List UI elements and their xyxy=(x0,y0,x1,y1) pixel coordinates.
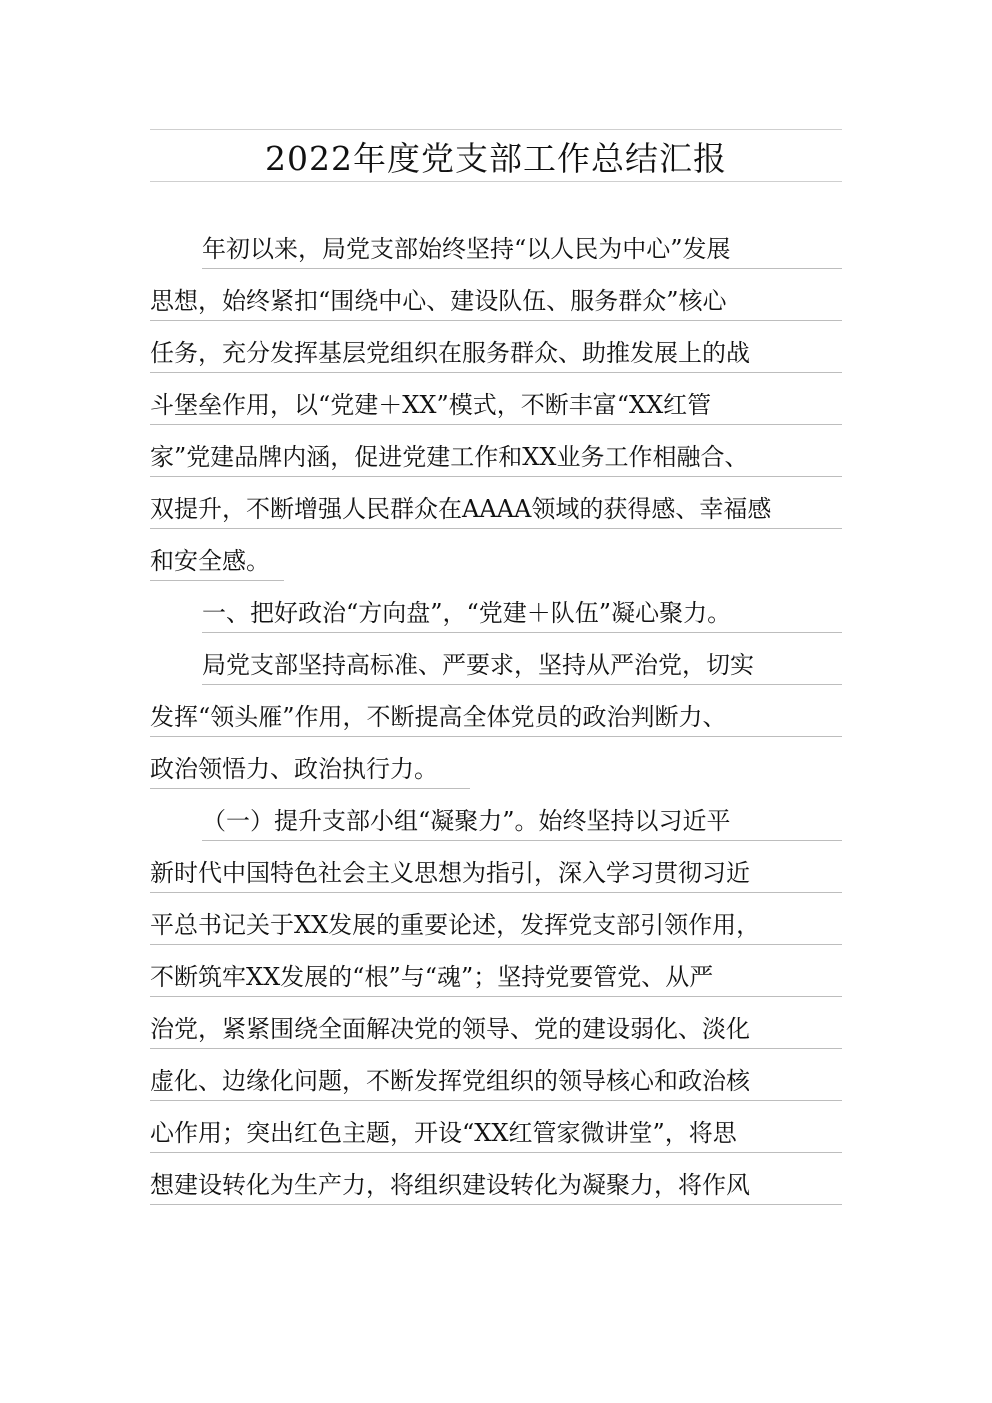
paragraph-line: 平总书记关于XX发展的重要论述，发挥党支部引领作用， xyxy=(150,906,842,945)
paragraph-line: 年初以来，局党支部始终坚持“以人民为中心”发展 xyxy=(202,230,842,269)
title-bottom-rule xyxy=(150,181,842,182)
paragraph-line: （一）提升支部小组“凝聚力”。始终坚持以习近平 xyxy=(202,802,842,841)
paragraph-line: 任务，充分发挥基层党组织在服务群众、助推发展上的战 xyxy=(150,334,842,373)
paragraph-line: 想建设转化为生产力，将组织建设转化为凝聚力，将作风 xyxy=(150,1166,842,1205)
paragraph-line: 家”党建品牌内涵，促进党建工作和XX业务工作相融合、 xyxy=(150,438,842,477)
paragraph-line: 斗堡垒作用，以“党建＋XX”模式，不断丰富“XX红管 xyxy=(150,386,842,425)
paragraph-line: 和安全感。 xyxy=(150,542,284,581)
paragraph-line: 双提升，不断增强人民群众在AAAA领域的获得感、幸福感 xyxy=(150,490,842,529)
paragraph-line: 治党，紧紧围绕全面解决党的领导、党的建设弱化、淡化 xyxy=(150,1010,842,1049)
paragraph-line: 新时代中国特色社会主义思想为指引，深入学习贯彻习近 xyxy=(150,854,842,893)
document-title: 2022年度党支部工作总结汇报 xyxy=(265,139,727,178)
paragraph-line: 政治领悟力、政治执行力。 xyxy=(150,750,470,789)
paragraph-line: 虚化、边缘化问题，不断发挥党组织的领导核心和政治核 xyxy=(150,1062,842,1101)
paragraph-line: 心作用；突出红色主题，开设“XX红管家微讲堂”，将思 xyxy=(150,1114,842,1153)
section-heading: 一、把好政治“方向盘”，“党建＋队伍”凝心聚力。 xyxy=(202,594,842,633)
paragraph-line: 不断筑牢XX发展的“根”与“魂”；坚持党要管党、从严 xyxy=(150,958,842,997)
paragraph-line: 思想，始终紧扣“围绕中心、建设队伍、服务群众”核心 xyxy=(150,282,842,321)
paragraph-line: 局党支部坚持高标准、严要求，坚持从严治党，切实 xyxy=(202,646,842,685)
paragraph-line: 发挥“领头雁”作用，不断提高全体党员的政治判断力、 xyxy=(150,698,842,737)
title-top-rule xyxy=(150,129,842,130)
